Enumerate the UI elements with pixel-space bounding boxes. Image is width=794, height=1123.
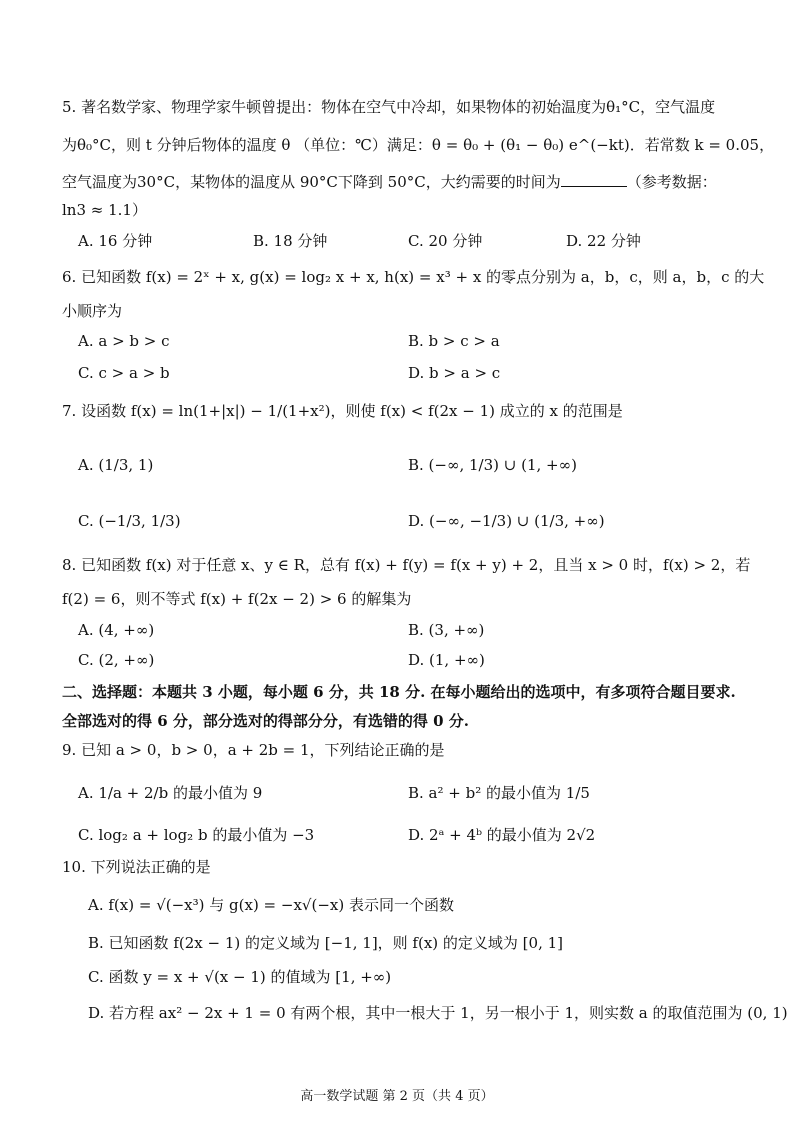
q5-option-b: B. 18 分钟 (253, 232, 328, 250)
section-two-heading-line2: 全部选对的得 6 分，部分选对的得部分分，有选错的得 0 分. (62, 712, 469, 730)
q5-reference-label: （参考数据： (626, 173, 717, 191)
q10-option-d: D. 若方程 ax² − 2x + 1 = 0 有两个根，其中一根大于 1，另一根小于 1，则实数 a 的取值范围为 (0, 1) (88, 1004, 788, 1022)
q5-stem-line2: 为θ₀°C，则 t 分钟后物体的温度 θ （单位：℃）满足：θ = θ₀ + (θ₁ − θ₀) e^(−kt)．若常数 k = 0.05， (62, 136, 775, 154)
section-two-heading-line1: 二、选择题：本题共 3 小题，每小题 6 分，共 18 分. 在每小题给出的选项中，有多项符合题目要求. (62, 683, 736, 701)
q6-option-a: A. a > b > c (78, 332, 170, 350)
q5-stem-line3-text: 空气温度为30°C，某物体的温度从 90°C下降到 50°C，大约需要的时间为 (62, 173, 561, 191)
q7-option-c: C. (−1/3, 1/3) (78, 512, 181, 530)
q5-stem-line3 (62, 172, 717, 192)
q5-option-c: C. 20 分钟 (408, 232, 483, 250)
q5-option-a: A. 16 分钟 (78, 232, 153, 250)
q10-option-a: A. f(x) = √(−x³) 与 g(x) = −x√(−x) 表示同一个函数 (88, 896, 454, 914)
q6-option-c: C. c > a > b (78, 364, 170, 382)
q8-option-d: D. (1, +∞) (408, 651, 485, 669)
q9-option-c: C. log₂ a + log₂ b 的最小值为 −3 (78, 826, 315, 844)
q9-option-d: D. 2ᵃ + 4ᵇ 的最小值为 2√2 (408, 826, 596, 844)
q7-option-b: B. (−∞, 1/3) ∪ (1, +∞) (408, 456, 577, 474)
q9-option-a: A. 1/a + 2/b 的最小值为 9 (78, 784, 263, 802)
q8-option-c: C. (2, +∞) (78, 651, 155, 669)
q8-option-a: A. (4, +∞) (78, 621, 155, 639)
page-footer: 高一数学试题 第 2 页（共 4 页） (300, 1089, 494, 1104)
q6-stem-line1: 6. 已知函数 f(x) = 2ˣ + x, g(x) = log₂ x + x, h(x) = x³ + x 的零点分别为 a，b，c，则 a，b，c 的大 (62, 268, 765, 286)
q6-stem-line2: 小顺序为 (62, 302, 123, 320)
q7-stem: 7. 设函数 f(x) = ln(1+|x|) − 1/(1+x²)，则使 f(x) < f(2x − 1) 成立的 x 的范围是 (62, 402, 623, 420)
q5-option-d: D. 22 分钟 (566, 232, 641, 250)
q7-option-d: D. (−∞, −1/3) ∪ (1/3, +∞) (408, 512, 605, 530)
q6-option-b: B. b > c > a (408, 332, 500, 350)
q5-stem-line1: 5. 著名数学家、物理学家牛顿曾提出：物体在空气中冷却，如果物体的初始温度为θ₁°C，空气温度 (62, 98, 716, 116)
q8-option-b: B. (3, +∞) (408, 621, 485, 639)
q9-stem: 9. 已知 a > 0，b > 0，a + 2b = 1，下列结论正确的是 (62, 741, 445, 759)
q10-option-c: C. 函数 y = x + √(x − 1) 的值域为 [1, +∞) (88, 968, 392, 986)
answer-blank (561, 172, 627, 187)
q6-option-d: D. b > a > c (408, 364, 501, 382)
q10-stem: 10. 下列说法正确的是 (62, 858, 211, 876)
q7-option-a: A. (1/3, 1) (78, 456, 154, 474)
q9-option-b: B. a² + b² 的最小值为 1/5 (408, 784, 590, 802)
q8-stem-line2: f(2) = 6，则不等式 f(x) + f(2x − 2) > 6 的解集为 (62, 590, 412, 608)
q5-stem-line4: ln3 ≈ 1.1） (62, 201, 147, 219)
q10-option-b: B. 已知函数 f(2x − 1) 的定义域为 [−1, 1]，则 f(x) 的定义域为 [0, 1] (88, 934, 564, 952)
q8-stem-line1: 8. 已知函数 f(x) 对于任意 x、y ∈ R，总有 f(x) + f(y) = f(x + y) + 2，且当 x > 0 时，f(x) > 2，若 (62, 556, 751, 574)
